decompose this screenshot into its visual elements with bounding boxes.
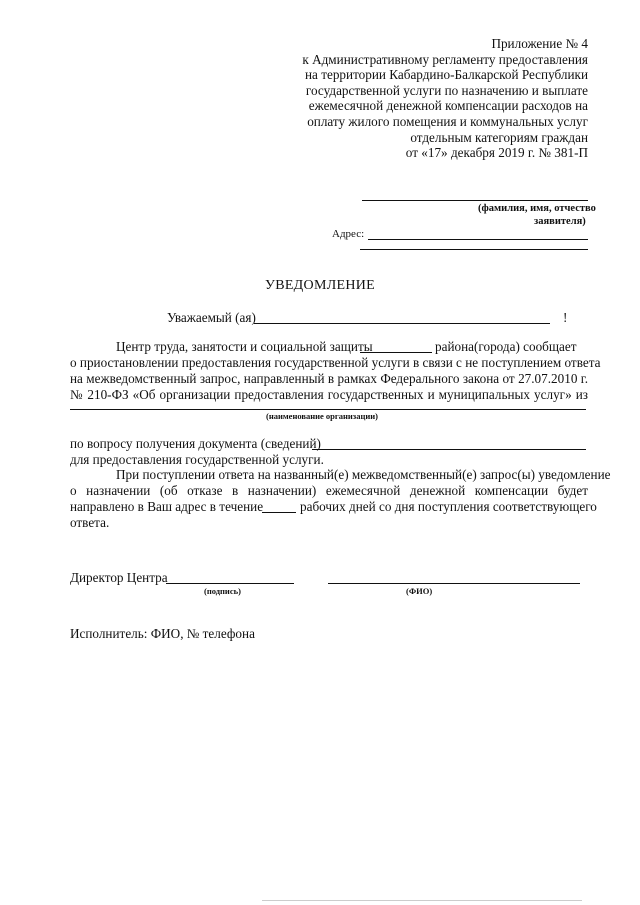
organization-line[interactable] xyxy=(70,409,586,410)
p2-line-2: о назначении (об отказе в назначении) ежемесячной денежной компенсации будет xyxy=(70,483,588,498)
document-label: по вопросу получения документа (сведений) xyxy=(70,436,321,451)
appendix-line: отдельным категориям граждан xyxy=(410,129,588,145)
p1-part1: Центр труда, занятости и социальной защиты xyxy=(116,339,373,354)
appendix-line: на территории Кабардино-Балкарской Республики xyxy=(305,67,588,83)
applicant-caption-1: (фамилия, имя, отчество xyxy=(478,203,596,214)
appendix-line: Приложение № 4 xyxy=(491,36,588,51)
greeting-name-line[interactable] xyxy=(254,323,550,324)
appendix-line: оплату жилого помещения и коммунальных услуг xyxy=(307,113,588,129)
signature-caption: (подпись) xyxy=(204,586,241,596)
scan-artifact-line xyxy=(262,900,582,901)
body-line-2: о приостановлении предоставления государственной услуги в связи с не поступлением ответа xyxy=(70,355,601,370)
days-line[interactable] xyxy=(262,512,296,513)
p2-line-3-part2: рабочих дней со дня поступления соответствующего xyxy=(300,499,597,514)
applicant-name-line[interactable] xyxy=(362,200,588,201)
p1-part2: района(города) сообщает xyxy=(435,339,577,354)
p2-line-1: При поступлении ответа на названный(е) межведомственный(е) запрос(ы) уведомление xyxy=(116,467,611,482)
body-line-6: для предоставления государственной услуги. xyxy=(70,452,324,467)
address-line-2[interactable] xyxy=(360,249,588,250)
appendix-line: к Административному регламенту предоставления xyxy=(302,51,588,67)
appendix-header xyxy=(228,36,588,161)
p2-line-4: ответа. xyxy=(70,515,110,530)
director-name-caption: (ФИО) xyxy=(406,586,433,596)
signature-line[interactable] xyxy=(166,583,294,584)
p2-line-3-part1: направлено в Ваш адрес в течение xyxy=(70,499,264,514)
notice-title: УВЕДОМЛЕНИЕ xyxy=(264,278,376,293)
document-line[interactable] xyxy=(312,449,586,450)
appendix-line: государственной услуги по назначению и выплате xyxy=(305,82,588,98)
appendix-line: ежемесячной денежной компенсации расходов на xyxy=(308,98,588,114)
greeting-end: ! xyxy=(563,310,568,325)
body-line-4: № 210-ФЗ «Об организации предоставления государственных и муниципальных услуг» из xyxy=(70,387,588,402)
greeting-label: Уважаемый (ая) xyxy=(167,310,256,325)
body-line-3: на межведомственный запрос, направленный в рамках Федерального закона от 27.07.2010 г. xyxy=(70,371,588,386)
applicant-caption-2: заявителя) xyxy=(534,216,586,227)
address-label: Адрес: xyxy=(332,228,365,240)
address-line-1[interactable] xyxy=(368,239,588,240)
director-label: Директор Центра xyxy=(70,570,168,585)
executor-line: Исполнитель: ФИО, № телефона xyxy=(70,626,255,641)
district-line[interactable] xyxy=(360,352,432,353)
organization-caption: (наименование организации) xyxy=(266,411,378,421)
appendix-line: от «17» декабря 2019 г. № 381-П xyxy=(405,145,588,161)
director-name-line[interactable] xyxy=(328,583,580,584)
